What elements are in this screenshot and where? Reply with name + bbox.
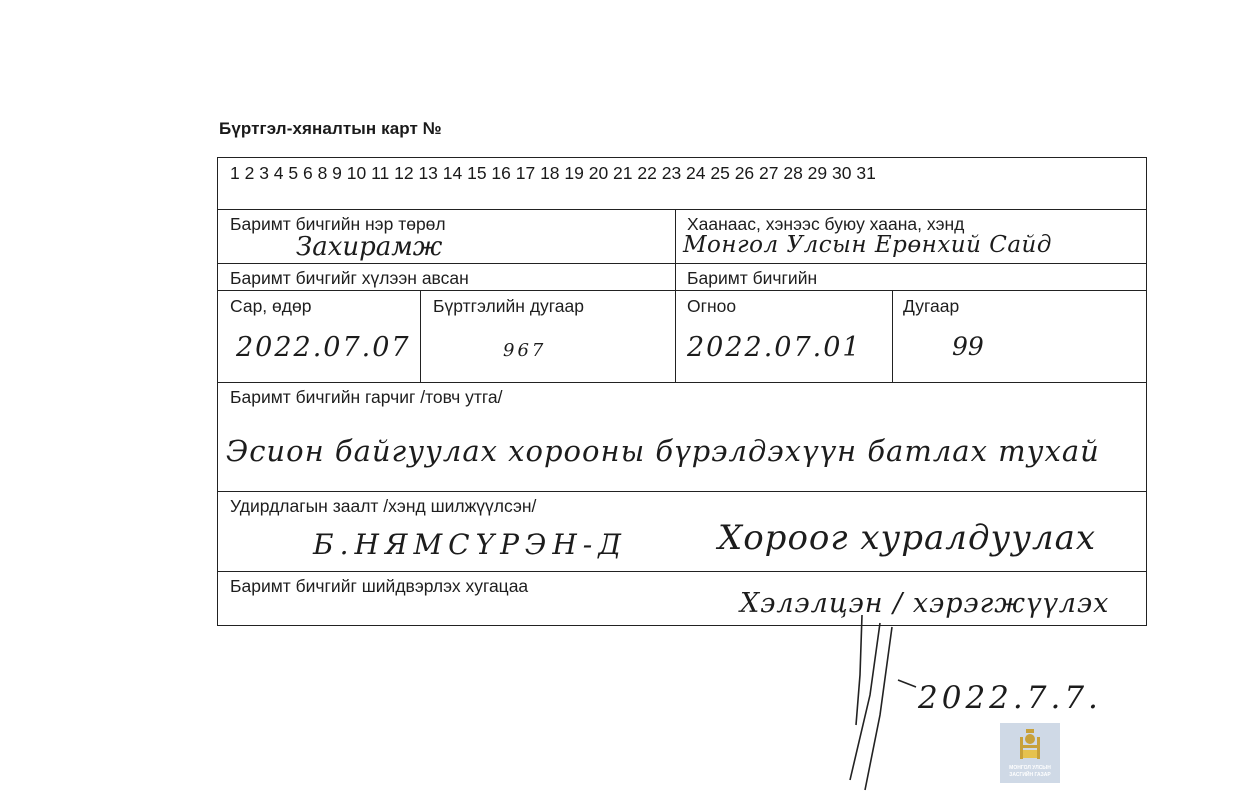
handwritten-doc-number: 99: [952, 332, 984, 361]
handwritten-reg-number: 967: [503, 340, 547, 361]
handwritten-from-to: Монгол Улсын Ерөнхий Сайд: [683, 232, 1052, 258]
received-label: Баримт бичгийг хүлээн авсан: [230, 268, 469, 288]
handwritten-doc-type: Захирамж: [296, 232, 443, 262]
column-divider: [892, 290, 893, 382]
government-emblem-logo: [1000, 723, 1060, 783]
registration-control-card: [217, 157, 1147, 626]
soyombo-icon: [1000, 723, 1060, 763]
row-divider: [218, 290, 1146, 291]
handwritten-subject: Эсион байгуулах хорооны бүрэлдэхүүн батлах тухай: [226, 434, 1100, 468]
row-divider: [218, 491, 1146, 492]
handwritten-instruction-text: Хороог хуралдуулах: [718, 518, 1097, 558]
row-divider: [218, 571, 1146, 572]
day-numbers: 1 2 3 4 5 6 8 9 10 11 12 13 14 15 16 17 18 19 20 21 22 23 24 25 26 27 28 29 30 31: [230, 163, 876, 183]
handwritten-received-date: 2022.07.07: [236, 332, 411, 363]
reg-number-label: Бүртгэлийн дугаар: [433, 296, 584, 316]
handwritten-instruction-name: Б.НЯМСҮРЭН-Д: [313, 528, 627, 561]
instruction-label: Удирдлагын заалт /хэнд шилжүүлсэн/: [230, 496, 537, 516]
handwritten-deadline: Хэлэлцэн / хэрэгжүүлэх: [740, 588, 1110, 619]
document-label: Баримт бичгийн: [687, 268, 818, 288]
card-title: Бүртгэл-хяналтын карт №: [219, 119, 442, 138]
number-label: Дугаар: [903, 296, 960, 316]
logo-line-1: МОНГОЛ УЛСЫН: [1009, 765, 1051, 771]
row-divider: [218, 263, 1146, 264]
logo-line-2: ЗАСГИЙН ГАЗАР: [1009, 772, 1051, 778]
deadline-label: Баримт бичгийг шийдвэрлэх хугацаа: [230, 576, 529, 596]
month-day-label: Сар, өдөр: [230, 296, 312, 316]
signature: [820, 615, 930, 795]
date-label: Огноо: [687, 296, 737, 316]
column-divider: [675, 209, 676, 382]
doc-type-label: Баримт бичгийн нэр төрөл: [230, 214, 446, 234]
handwritten-doc-date: 2022.07.01: [687, 332, 862, 363]
column-divider: [420, 290, 421, 382]
subject-label: Баримт бичгийн гарчиг /товч утга/: [230, 387, 503, 407]
row-divider: [218, 209, 1146, 210]
from-to-label: Хаанаас, хэнээс буюу хаана, хэнд: [687, 214, 965, 234]
row-divider: [218, 382, 1146, 383]
handwritten-sign-date: 2022.7.7.: [918, 680, 1102, 716]
